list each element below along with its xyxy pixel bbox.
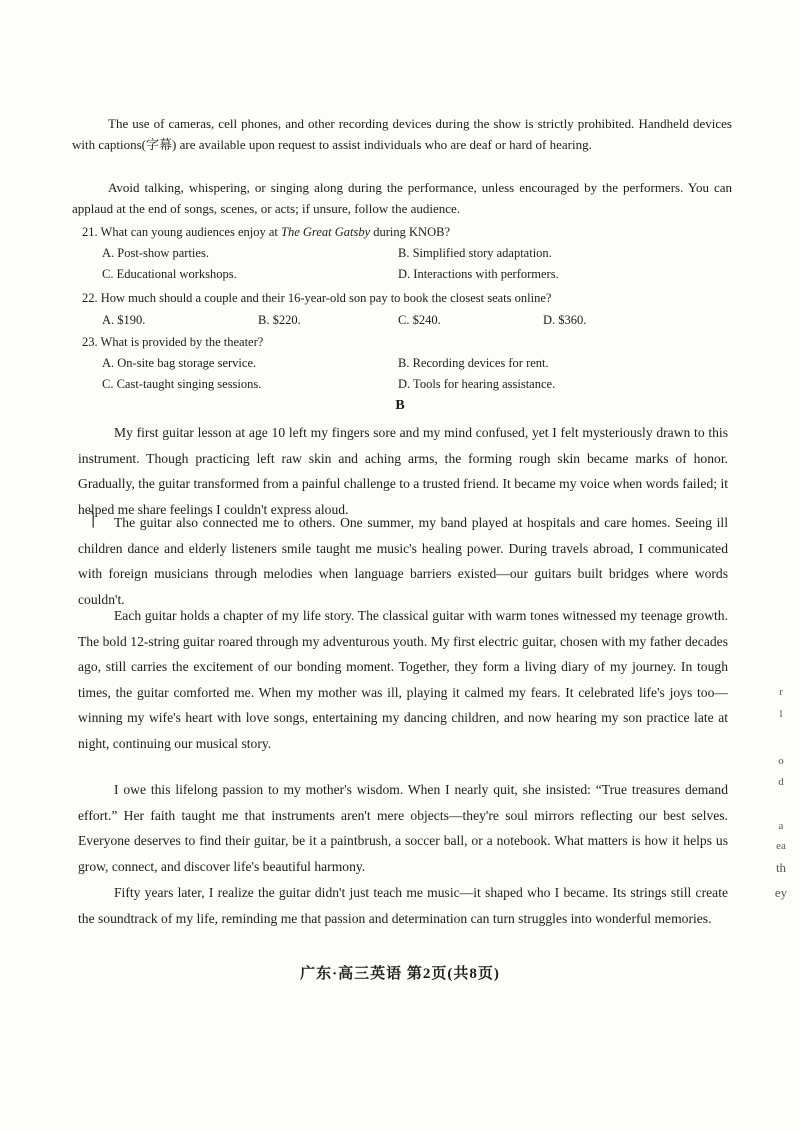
question-23-stem: 23. What is provided by the theater? — [82, 335, 264, 349]
margin-fragment: r — [779, 686, 783, 698]
question-23-option-b: B. Recording devices for rent. — [398, 356, 549, 370]
passage-b-paragraph-4: I owe this lifelong passion to my mother's wisdom. When I nearly quit, she insisted: “True treasures demand effort.” Her faith taught me that instruments aren't mere objects—they're soul mirrors reflecting our best selves. Everyone deserves to find their guitar, be it a paintbrush, a soccer ball, or a notebook. What matters is how it helps us grow, connect, and discover life's beautiful harmony. — [78, 782, 728, 874]
margin-fragment: d — [778, 776, 784, 788]
margin-fragment: a — [778, 820, 784, 832]
question-22-option-b: B. $220. — [258, 313, 301, 327]
question-23-option-a: A. On-site bag storage service. — [102, 356, 257, 370]
margin-fragment: ey — [774, 885, 788, 900]
passage-b-paragraph-2: The guitar also connected me to others. One summer, my band played at hospitals and care homes. Seeing ill children dance and elderly listeners smile taught me music's healing power. During travels abroad, I communicated with foreign musicians through melodies when language barriers existed—our guitars built bridges where words couldn't. — [78, 515, 728, 607]
question-22-option-a: A. $190. — [102, 313, 146, 327]
margin-fragment: l — [779, 708, 783, 720]
question-21-title: The Great Gatsby — [281, 225, 371, 239]
page-footer: 广东·高三英语 第2页(共8页) — [300, 966, 500, 982]
passage-b-paragraph-1: My first guitar lesson at age 10 left my fingers sore and my mind confused, yet I felt mysteriously drawn to this instrument. Though practicing left raw skin and aching arms, the forming rough skin became marks of honor. Gradually, the guitar transformed from a painful challenge to a trusted friend. It became my voice when words failed; it helped me share feelings I couldn't express aloud. — [78, 425, 728, 517]
passage-a-paragraph-recording-devices: The use of cameras, cell phones, and other recording devices during the show is strictly prohibited. Handheld devices with captions(字幕) are available upon request to assist individuals who are deaf or hard of hearing. — [72, 116, 732, 152]
question-21-stem — [82, 222, 450, 243]
margin-bracket-mark: ⎫ — [88, 513, 99, 528]
question-21-stem-end: during KNOB? — [370, 225, 450, 239]
question-21-option-b: B. Simplified story adaptation. — [398, 246, 552, 260]
passage-a-paragraph-audience-etiquette: Avoid talking, whispering, or singing along during the performance, unless encouraged by the performers. You can applaud at the end of songs, scenes, or acts; if unsure, follow the audience. — [72, 180, 732, 216]
question-21-option-a: A. Post-show parties. — [102, 246, 209, 260]
margin-fragment: ea — [776, 840, 786, 852]
question-21-option-c: C. Educational workshops. — [102, 267, 237, 281]
question-22-option-c: C. $240. — [398, 313, 441, 327]
margin-fragment: th — [775, 860, 787, 875]
passage-b-paragraph-5: Fifty years later, I realize the guitar didn't just teach me music—it shaped who I became. Its strings still create the soundtrack of my life, reminding me that passion and determination can turn struggles into wonderful memories. — [78, 885, 728, 926]
question-22-option-d: D. $360. — [543, 313, 587, 327]
section-b-label: B — [395, 398, 405, 413]
question-23-option-d: D. Tools for hearing assistance. — [398, 377, 556, 391]
question-21-option-d: D. Interactions with performers. — [398, 267, 559, 281]
margin-fragment: o — [778, 755, 784, 767]
question-22-stem: 22. How much should a couple and their 16-year-old son pay to book the closest seats online? — [82, 291, 552, 305]
question-23-option-c: C. Cast-taught singing sessions. — [102, 377, 262, 391]
passage-b-paragraph-3: Each guitar holds a chapter of my life story. The classical guitar with warm tones witnessed my teenage growth. The bold 12-string guitar roared through my adventurous youth. My first electric guitar, chosen with my father decades ago, still carries the excitement of our bonding moment. Together, they form a living diary of my journey. In tough times, the guitar comforted me. When my mother was ill, playing it calmed my fears. It celebrated life's joys too—winning my wife's heart with love songs, entertaining my dancing children, and now hearing my son practice late at night, continuing our musical story. — [78, 608, 728, 751]
question-21-stem-start: 21. What can young audiences enjoy at — [82, 225, 282, 239]
